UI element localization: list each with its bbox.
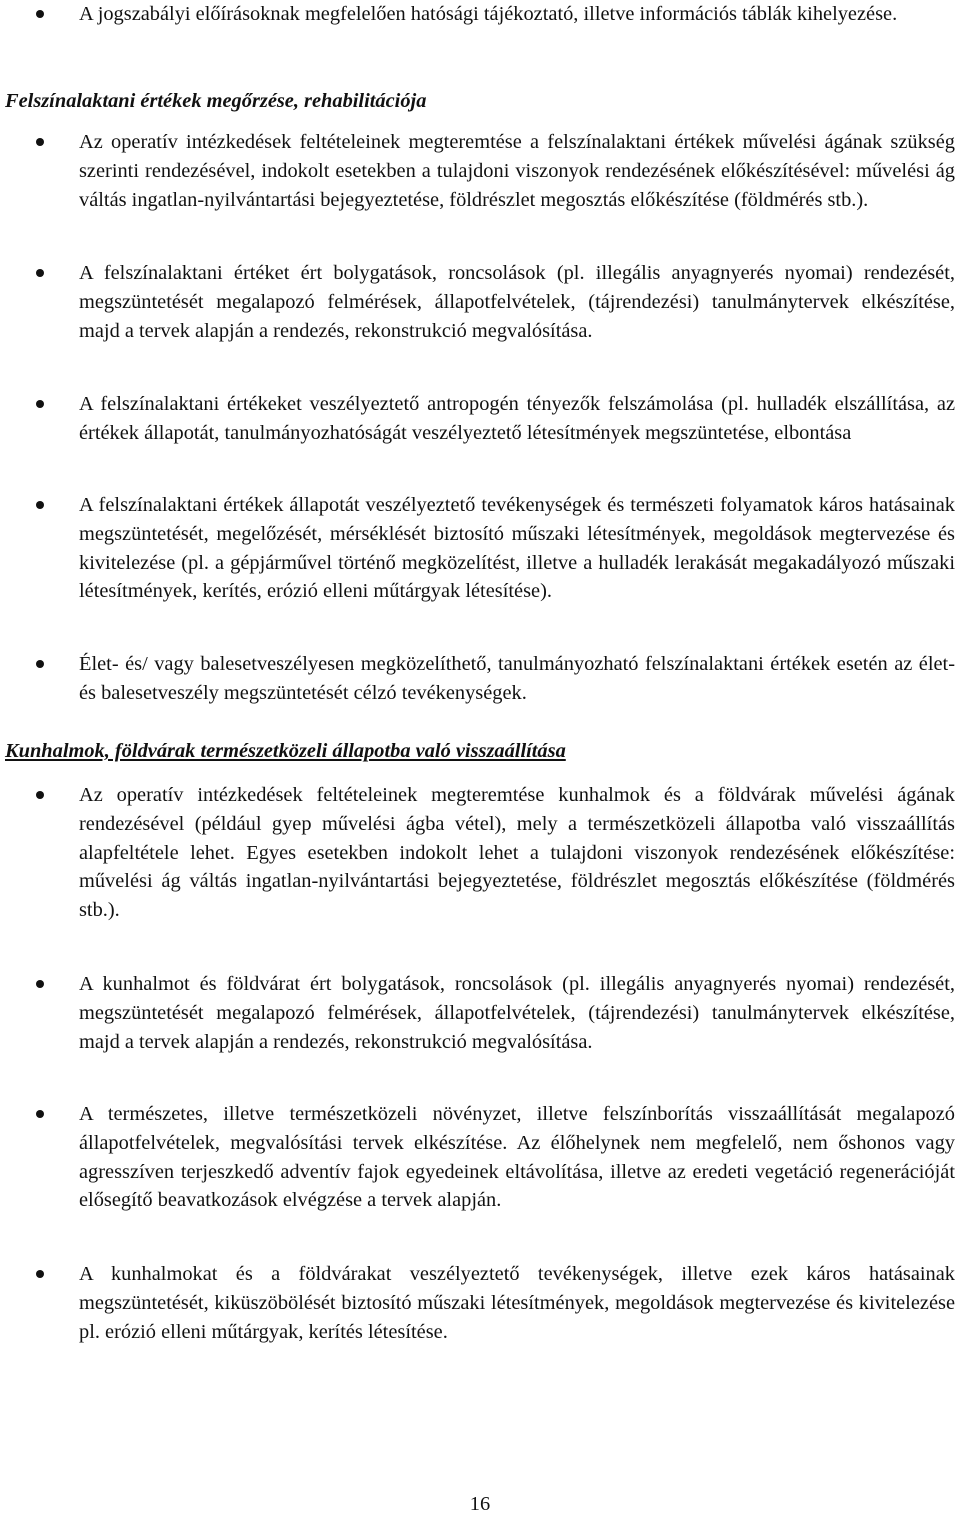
list-item-text: Az operatív intézkedések feltételeinek megteremtése a felszínalaktani értékek művelési ágának szükség szerinti rendezésével, indokolt esetekben a tulajdoni viszonyok rendezésének előkészítésével: művelési ág váltás ingatlan-nyilvántartási bejegyeztetése, földrészlet megosztás előkészítése (földmérés stb.). [79, 131, 955, 211]
bullet-icon [36, 259, 48, 288]
section-heading: Kunhalmok, földvárak természetközeli állapotba való visszaállítása [5, 740, 566, 762]
list-item-text: A jogszabályi előírásoknak megfelelően hatósági tájékoztató, illetve információs táblák kihelyezése. [79, 3, 898, 25]
list-item-text: Az operatív intézkedések feltételeinek megteremtése kunhalmok és a földvárak művelési ágának rendezésével (például gyep művelési ágba vétel), mely a természetközeli állapotba való visszaállítás alapfeltétele lehet. Egyes esetekben indokolt lehet a tulajdoni viszonyok rendezésének előkészítése: művelési ág váltás ingatlan-nyilvántartási bejegyeztetése, földrészlet megosztás előkészítése (földmérés stb.). [79, 784, 955, 922]
section1-list [0, 491, 960, 606]
list-item [0, 970, 960, 1056]
list-item-text: A felszínalaktani értékeket veszélyeztető antropogén tényezők felszámolása (pl. hulladék elszállítása, az értékek állapotát, tanulmányozhatóságát veszélyeztető létesítmények megszüntetése, elbontása [79, 393, 955, 444]
list-item-text: A természetes, illetve természetközeli növényzet, illetve felszínborítás visszaállítását megalapozó állapotfelvételek, megvalósítási tervek elkészítése. Az élőhelynek nem megfelelő, nem őshonos vagy agresszíven terjeszkedő adventív fajok egyedeinek eltávolítása, illetve az eredeti vegetáció regenerációját elősegítő beavatkozások elvégzése a tervek alapján. [79, 1103, 955, 1212]
bullet-icon [36, 491, 48, 520]
list-item [0, 1260, 960, 1346]
list-item [0, 128, 960, 214]
bullet-icon [36, 0, 48, 29]
list-item [0, 1100, 960, 1215]
section1-list [0, 390, 960, 448]
list-item-text: A felszínalaktani értéket ért bolygatások, roncsolások (pl. illegális anyagnyerés nyomai) rendezését, megszüntetését megalapozó felmérések, állapotfelvételek, (tájrendezési) tanulmánytervek elkészítése, majd a tervek alapján a rendezés, rekonstrukció megvalósítása. [79, 262, 955, 342]
section1-list [0, 259, 960, 345]
bullet-icon [36, 970, 48, 999]
section-heading: Felszínalaktani értékek megőrzése, rehabilitációja [5, 90, 427, 112]
list-item [0, 491, 960, 606]
page-number: 16 [469, 1493, 491, 1515]
list-item-text: A kunhalmokat és a földvárakat veszélyeztető tevékenységek, illetve ezek káros hatásainak megszüntetését, kiküszöbölését biztosító műszaki létesítmények, megoldások megtervezése és kivitelezése pl. erózió elleni műtárgyak, kerítés létesítése. [79, 1263, 955, 1343]
intro-list [0, 0, 960, 29]
section2-list [0, 1260, 960, 1346]
section2-list [0, 781, 960, 925]
bullet-icon [36, 128, 48, 157]
list-item [0, 390, 960, 448]
bullet-icon [36, 1100, 48, 1129]
section1-list [0, 128, 960, 214]
section1-list [0, 650, 960, 708]
bullet-icon [36, 390, 48, 419]
section2-list [0, 970, 960, 1056]
bullet-icon [36, 1260, 48, 1289]
list-item-text: A kunhalmot és földvárat ért bolygatások, roncsolások (pl. illegális anyagnyerés nyomai) rendezését, megszüntetését megalapozó felmérések, állapotfelvételek, (tájrendezési) tanulmánytervek elkészítése, majd a tervek alapján a rendezés, rekonstrukció megvalósítása. [79, 973, 955, 1053]
list-item [0, 0, 960, 29]
bullet-icon [36, 650, 48, 679]
list-item-text: A felszínalaktani értékek állapotát veszélyeztető tevékenységek és természeti folyamatok káros hatásainak megszüntetését, megelőzését, mérséklését biztosító műszaki létesítmények, megoldások megtervezése és kivitelezése (pl. a gépjárművel történő megközelítést, illetve a hulladék lerakását megakadályozó műszaki létesítmények, kerítés, erózió elleni műtárgyak létesítése). [79, 494, 955, 603]
list-item [0, 781, 960, 925]
list-item [0, 259, 960, 345]
section2-list [0, 1100, 960, 1215]
list-item-text: Élet- és/ vagy balesetveszélyesen megközelíthető, tanulmányozható felszínalaktani értékek esetén az élet- és balesetveszély megszüntetését célzó tevékenységek. [79, 653, 955, 704]
bullet-icon [36, 781, 48, 810]
list-item [0, 650, 960, 708]
